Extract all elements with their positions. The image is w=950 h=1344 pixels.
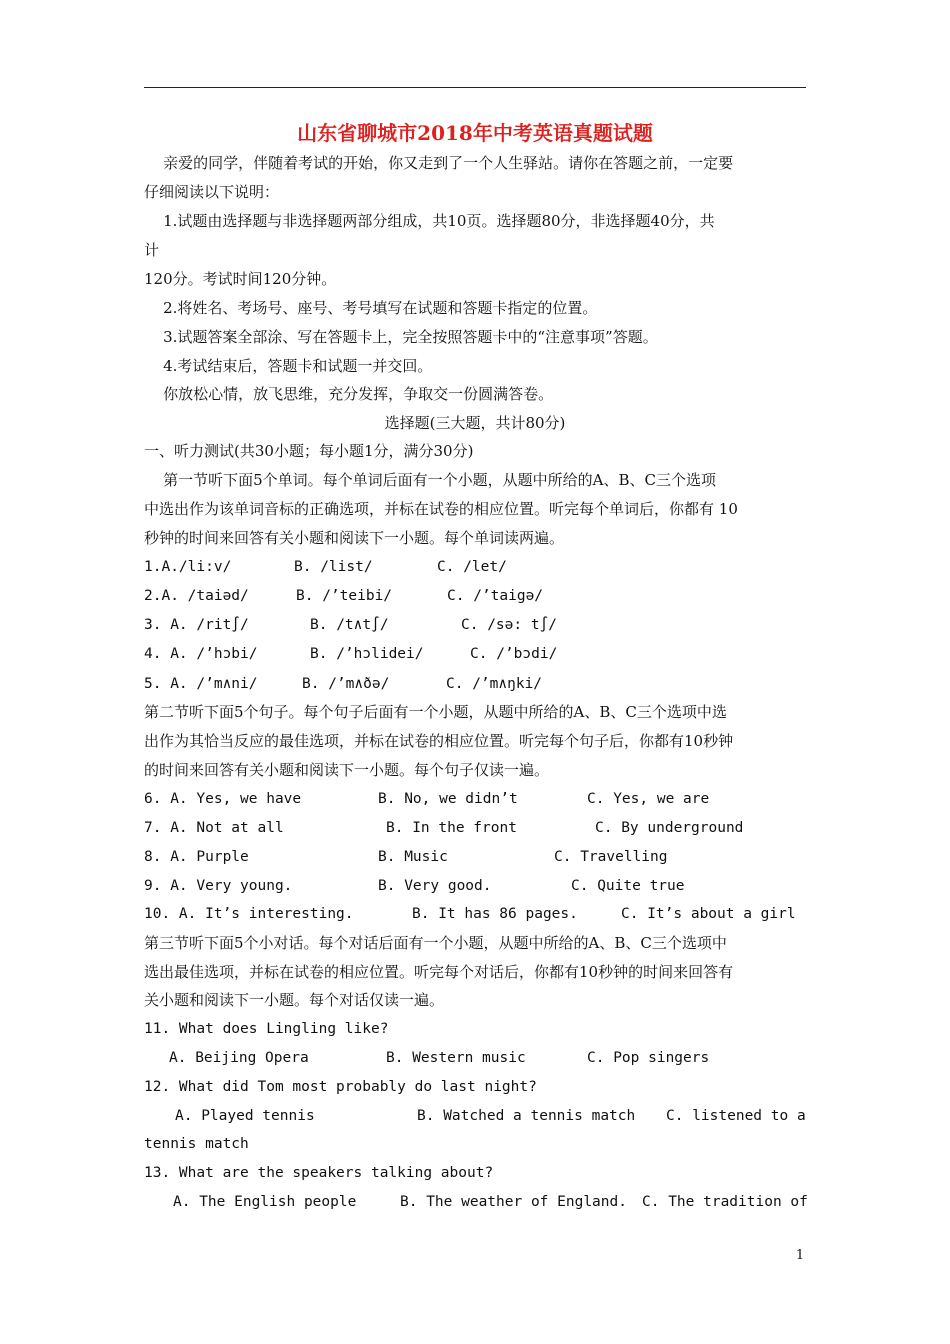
rule-1-cont: 计 (144, 241, 160, 259)
section1-instr: 秒钟的时间来回答有关小题和阅读下一小题。每个单词读两遍。 (144, 529, 565, 547)
rule-1-cont: 120分。考试时间120分钟。 (144, 270, 337, 288)
question-7-a: 7. A. Not at all (144, 820, 284, 836)
intro-closing: 你放松心情，放飞思维，充分发挥，争取交一份圆满答卷。 (144, 385, 554, 403)
question-8-a: 8. A. Purple (144, 849, 249, 865)
rule-1: 1.试题由选择题与非选择题两部分组成，共10页。选择题80分，非选择题40分，共 (144, 212, 715, 230)
question-5-a: 5. A. /’m∧ni/ (144, 676, 258, 692)
question-12-c-cont: tennis match (144, 1136, 249, 1152)
question-12-a: A. Played tennis (175, 1108, 315, 1124)
question-5-c: C. /’m∧ŋki/ (446, 676, 543, 692)
question-12-c: C. listened to a (666, 1108, 806, 1124)
part1-heading: 一、听力测试(共30小题；每小题1分，满分30分) (144, 442, 474, 460)
question-1-b: B. /list/ (294, 559, 373, 575)
question-2-a: 2.A. /taiəd/ (144, 588, 249, 604)
section2-instr: 出作为其恰当反应的最佳选项，并标在试卷的相应位置。听完每个句子后，你都有10秒钟 (144, 732, 734, 750)
question-4-a: 4. A. /’hɔbi/ (144, 646, 258, 662)
question-11-b: B. Western music (386, 1050, 526, 1066)
question-8-c: C. Travelling (554, 849, 668, 865)
question-9-c: C. Quite true (571, 878, 685, 894)
section1-instr: 中选出作为该单词音标的正确选项，并标在试卷的相应位置。听完每个单词后，你都有 10 (144, 500, 738, 518)
section2-instr: 第二节听下面5个句子。每个句子后面有一个小题，从题中所给的A、B、C三个选项中选 (144, 703, 727, 721)
section1-instr: 第一节听下面5个单词。每个单词后面有一个小题，从题中所给的A、B、C三个选项 (144, 471, 716, 489)
question-3-c: C. /sə: t∫/ (461, 617, 558, 633)
page-number: 1 (795, 1248, 805, 1263)
question-13: 13. What are the speakers talking about? (144, 1165, 494, 1181)
question-9-a: 9. A. Very young. (144, 878, 293, 894)
section2-instr: 的时间来回答有关小题和阅读下一小题。每个句子仅读一遍。 (144, 761, 550, 779)
question-8-b: B. Music (378, 849, 448, 865)
question-6-c: C. Yes, we are (587, 791, 710, 807)
question-4-c: C. /’bɔdi/ (470, 646, 558, 662)
question-13-c: C. The tradition of (642, 1194, 808, 1210)
question-3-a: 3. A. /rit∫/ (144, 617, 249, 633)
rule-2: 2.将姓名、考场号、座号、考号填写在试题和答题卡指定的位置。 (144, 299, 598, 317)
question-10-c: C. It’s about a girl (621, 906, 796, 922)
question-13-b: B. The weather of England. (400, 1194, 627, 1210)
question-7-b: B. In the front (386, 820, 517, 836)
question-6-b: B. No, we didn’t (378, 791, 518, 807)
question-11-a: A. Beijing Opera (169, 1050, 309, 1066)
question-3-b: B. /t∧t∫/ (310, 617, 389, 633)
question-11-c: C. Pop singers (587, 1050, 710, 1066)
question-7-c: C. By underground (595, 820, 744, 836)
rule-3: 3.试题答案全部涂、写在答题卡上，完全按照答题卡中的“注意事项”答题。 (144, 328, 658, 346)
question-11: 11. What does Lingling like? (144, 1021, 389, 1037)
question-2-c: C. /’taigə/ (447, 588, 544, 604)
rule-4: 4.考试结束后，答题卡和试题一并交回。 (144, 357, 433, 375)
question-12-b: B. Watched a tennis match (417, 1108, 636, 1124)
question-10-a: 10. A. It’s interesting. (144, 906, 354, 922)
section3-instr: 第三节听下面5个小对话。每个对话后面有一个小题，从题中所给的A、B、C三个选项中 (144, 934, 727, 952)
question-12: 12. What did Tom most probably do last night? (144, 1079, 537, 1095)
question-1-c: C. /let/ (437, 559, 507, 575)
page-title: 山东省聊城市2018年中考英语真题试题 (297, 121, 653, 145)
section3-instr: 关小题和阅读下一小题。每个对话仅读一遍。 (144, 991, 445, 1009)
question-13-a: A. The English people (173, 1194, 357, 1210)
question-5-b: B. /’m∧ðə/ (302, 676, 390, 692)
intro-line: 仔细阅读以下说明： (144, 183, 280, 201)
section-header: 选择题(三大题，共计80分) (384, 414, 566, 432)
header-rule (144, 87, 806, 88)
question-4-b: B. /’hɔlidei/ (310, 646, 424, 662)
question-10-b: B. It has 86 pages. (412, 906, 578, 922)
question-1-a: 1.A./li:v/ (144, 559, 232, 575)
question-6-a: 6. A. Yes, we have (144, 791, 302, 807)
intro-line: 亲爱的同学，伴随着考试的开始，你又走到了一个人生驿站。请你在答题之前，一定要 (144, 154, 734, 172)
question-2-b: B. /’teibi/ (296, 588, 393, 604)
section3-instr: 选出最佳选项，并标在试卷的相应位置。听完每个对话后，你都有10秒钟的时间来回答有 (144, 963, 734, 981)
question-9-b: B. Very good. (378, 878, 492, 894)
